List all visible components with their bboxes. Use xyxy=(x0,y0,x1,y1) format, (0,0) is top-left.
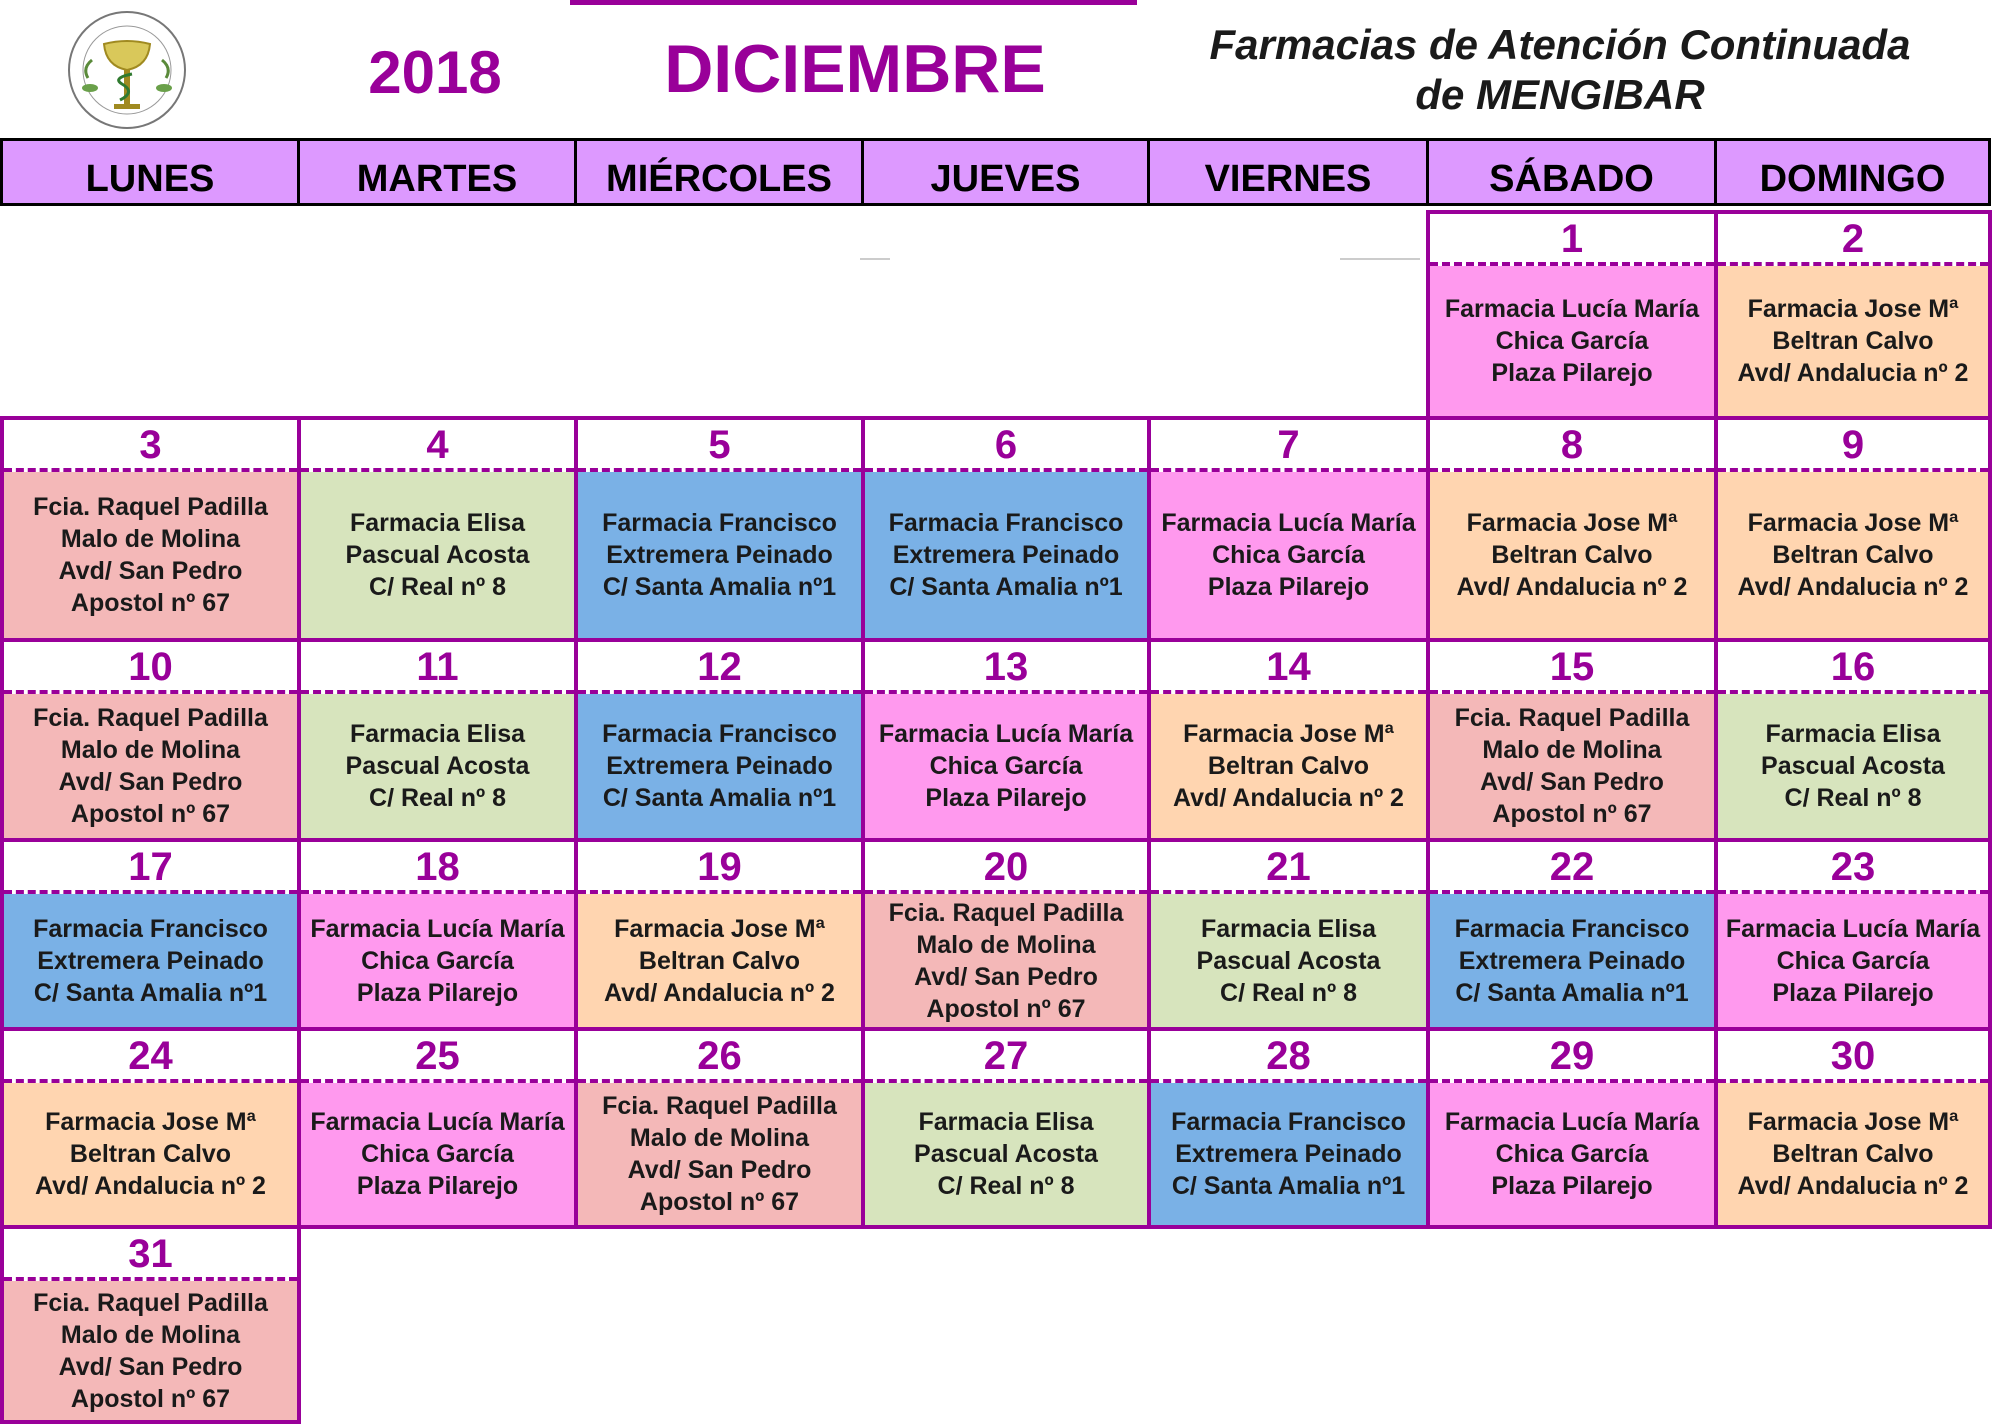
day-number: 29 xyxy=(1430,1031,1714,1083)
day-number: 17 xyxy=(4,842,297,894)
pharmacy-info xyxy=(578,694,861,838)
weekday-header: MARTES xyxy=(297,138,577,206)
pharmacy-line: Farmacia Lucía María xyxy=(1725,914,1981,943)
calendar-day-cell xyxy=(1426,638,1718,842)
pharmacy-info xyxy=(1430,1083,1714,1225)
pharmacy-line: Farmacia Jose Mª xyxy=(1183,720,1394,748)
pharmacy-line: Malo de Molina xyxy=(629,1124,810,1152)
pharmacy-line: Extremera Peinado xyxy=(892,541,1120,569)
pharmacy-line: Malo de Molina xyxy=(60,736,241,764)
pharmacy-info xyxy=(1430,694,1714,838)
calendar-day-cell xyxy=(1426,838,1718,1031)
day-number: 1 xyxy=(1430,214,1714,266)
pharmacy-line: Fcia. Raquel Padilla xyxy=(33,704,268,732)
day-number: 21 xyxy=(1151,842,1426,894)
pharmacy-line: Beltran Calvo xyxy=(1207,752,1370,780)
pharmacy-line: Fcia. Raquel Padilla xyxy=(1454,704,1690,732)
pharmacy-info xyxy=(1718,694,1988,838)
pharmacy-line: Farmacia Lucía María xyxy=(310,914,565,943)
calendar-day-cell xyxy=(1426,416,1718,642)
pharmacy-line: Extremera Peinado xyxy=(606,541,833,569)
pharmacy-line: Chica García xyxy=(1776,946,1930,975)
calendar-day-cell xyxy=(1147,838,1430,1031)
calendar-day-cell xyxy=(1714,1027,1992,1229)
year-label: 2018 xyxy=(368,39,502,106)
day-number: 9 xyxy=(1718,420,1988,472)
pharmacy-line: Beltran Calvo xyxy=(69,1140,232,1168)
calendar-day-cell xyxy=(1147,1027,1430,1229)
pharmacy-line: Beltran Calvo xyxy=(1772,327,1934,355)
pharmacy-line: Chica García xyxy=(1212,541,1365,569)
day-number: 23 xyxy=(1718,842,1988,894)
pharmacy-line: Farmacia Lucía María xyxy=(310,1108,565,1136)
day-number: 4 xyxy=(301,420,574,472)
calendar-day-cell xyxy=(574,416,865,642)
pharmacy-line: C/ Santa Amalia nº1 xyxy=(602,573,837,601)
calendar-day-cell xyxy=(574,838,865,1031)
calendar-day-cell xyxy=(0,1027,301,1229)
pharmacy-info xyxy=(865,894,1147,1027)
day-number: 2 xyxy=(1718,214,1988,266)
pharmacy-line: Chica García xyxy=(929,752,1083,780)
pharmacy-line: Plaza Pilarejo xyxy=(1207,573,1370,601)
pharmacy-line: C/ Santa Amalia nº1 xyxy=(889,573,1123,601)
calendar-day-cell xyxy=(1714,638,1992,842)
day-number: 19 xyxy=(578,842,861,894)
day-number: 3 xyxy=(4,420,297,472)
calendar-day-cell xyxy=(1714,210,1992,420)
calendar-day-cell xyxy=(861,638,1151,842)
pharmacy-info xyxy=(4,472,297,638)
pharmacy-line: C/ Real nº 8 xyxy=(1220,978,1357,1007)
calendar-day-cell xyxy=(1426,1027,1718,1229)
pharmacy-line: Chica García xyxy=(1495,1140,1649,1168)
calendar-day-cell xyxy=(0,838,301,1031)
pharmacy-line: Plaza Pilarejo xyxy=(356,1172,519,1200)
pharmacy-line: Fcia. Raquel Padilla xyxy=(888,898,1124,927)
college-logo xyxy=(52,8,202,132)
pharmacy-line: Farmacia Elisa xyxy=(1765,720,1941,748)
title-line-1: Farmacias de Atención Continuada xyxy=(1209,21,1911,68)
blank-rule xyxy=(1340,258,1420,260)
pharmacy-line: Avd/ San Pedro xyxy=(58,557,243,585)
pharmacy-line: Avd/ San Pedro xyxy=(1480,768,1664,796)
pharmacy-info xyxy=(1151,472,1426,638)
pharmacy-info xyxy=(578,1083,861,1225)
pharmacy-line: Farmacia Jose Mª xyxy=(1466,509,1678,537)
pharmacy-line: Plaza Pilarejo xyxy=(1491,1172,1653,1200)
weekday-header: SÁBADO xyxy=(1426,138,1717,206)
pharmacy-line: Farmacia Lucía María xyxy=(1161,509,1416,537)
pharmacy-line: Farmacia Elisa xyxy=(349,720,526,748)
pharmacy-line: Pascual Acosta xyxy=(1196,946,1381,975)
pharmacy-line: Avd/ San Pedro xyxy=(914,962,1098,991)
pharmacy-info xyxy=(1430,472,1714,638)
pharmacy-line: Farmacia Francisco xyxy=(888,509,1124,537)
pharmacy-line: Farmacia Jose Mª xyxy=(614,914,825,943)
pharmacy-line: Chica García xyxy=(361,946,514,975)
pharmacy-line: Farmacia Francisco xyxy=(33,914,268,943)
calendar-day-cell xyxy=(297,1027,578,1229)
calendar-grid xyxy=(0,138,1988,1413)
pharmacy-line: C/ Santa Amalia nº1 xyxy=(1455,978,1689,1007)
title-line-2: de MENGIBAR xyxy=(1415,71,1705,118)
pharmacy-info xyxy=(1718,266,1988,416)
pharmacy-line: Extremera Peinado xyxy=(1458,946,1686,975)
pharmacy-line: Plaza Pilarejo xyxy=(1772,978,1934,1007)
pharmacy-line: Beltran Calvo xyxy=(1772,1140,1934,1168)
calendar-day-cell xyxy=(297,838,578,1031)
day-number: 7 xyxy=(1151,420,1426,472)
pharmacy-line: Beltran Calvo xyxy=(638,946,801,975)
pharmacy-line: Chica García xyxy=(361,1140,514,1168)
pharmacy-info xyxy=(865,472,1147,638)
pharmacy-line: Farmacia Jose Mª xyxy=(1747,509,1959,537)
pharmacy-info xyxy=(1718,1083,1988,1225)
pharmacy-line: C/ Real nº 8 xyxy=(937,1172,1075,1200)
pharmacy-info xyxy=(4,694,297,838)
blank-rule xyxy=(860,258,890,260)
pharmacy-line: Pascual Acosta xyxy=(345,541,530,569)
pharmacy-line: Plaza Pilarejo xyxy=(356,978,519,1007)
day-number: 8 xyxy=(1430,420,1714,472)
day-number: 28 xyxy=(1151,1031,1426,1083)
calendar-day-cell xyxy=(1147,416,1430,642)
pharmacy-info xyxy=(1430,894,1714,1027)
pharmacy-line: C/ Santa Amalia nº1 xyxy=(33,978,268,1007)
pharmacy-line: Farmacia Elisa xyxy=(918,1108,1094,1136)
pharmacy-line: Farmacia Jose Mª xyxy=(45,1108,256,1136)
pharmacy-info xyxy=(301,472,574,638)
day-number: 12 xyxy=(578,642,861,694)
pharmacy-line: Apostol nº 67 xyxy=(70,589,231,617)
pharmacy-line: Avd/ Andalucia nº 2 xyxy=(1737,359,1969,387)
pharmacy-line: Extremera Peinado xyxy=(1175,1140,1402,1168)
day-number: 26 xyxy=(578,1031,861,1083)
pharmacy-line: C/ Santa Amalia nº1 xyxy=(602,784,837,812)
pharmacy-info xyxy=(301,694,574,838)
pharmacy-line: Farmacia Lucía María xyxy=(1444,295,1700,323)
pharmacy-line: Farmacia Francisco xyxy=(602,720,837,748)
pharmacy-info xyxy=(1718,472,1988,638)
weekday-header: VIERNES xyxy=(1147,138,1429,206)
pharmacy-line: Farmacia Jose Mª xyxy=(1747,295,1959,323)
pharmacy-line: Farmacia Lucía María xyxy=(878,720,1134,748)
day-number: 20 xyxy=(865,842,1147,894)
pharmacy-line: Plaza Pilarejo xyxy=(925,784,1087,812)
pharmacy-line: Beltran Calvo xyxy=(1491,541,1653,569)
pharmacy-info xyxy=(1151,694,1426,838)
pharmacy-line: Farmacia Francisco xyxy=(1454,914,1690,943)
pharmacy-line: Pascual Acosta xyxy=(345,752,530,780)
pharmacy-info xyxy=(4,1083,297,1225)
pharmacy-info xyxy=(1718,894,1988,1027)
pharmacy-line: Farmacia Jose Mª xyxy=(1747,1108,1959,1136)
day-number: 24 xyxy=(4,1031,297,1083)
pharmacy-line: Avd/ Andalucia nº 2 xyxy=(1737,1172,1969,1200)
pharmacy-info xyxy=(4,1281,297,1420)
pharmacy-line: Avd/ Andalucia nº 2 xyxy=(1737,573,1969,601)
calendar-day-cell xyxy=(861,1027,1151,1229)
calendar-day-cell xyxy=(297,416,578,642)
pharmacy-line: Farmacia Elisa xyxy=(1200,914,1377,943)
day-number: 15 xyxy=(1430,642,1714,694)
day-number: 27 xyxy=(865,1031,1147,1083)
calendar-day-cell xyxy=(1426,210,1718,420)
day-number: 13 xyxy=(865,642,1147,694)
day-number: 6 xyxy=(865,420,1147,472)
weekday-header: JUEVES xyxy=(861,138,1150,206)
pharmacy-line: Avd/ Andalucia nº 2 xyxy=(35,1172,266,1200)
calendar-day-cell xyxy=(0,1225,301,1424)
pharmacy-info xyxy=(4,894,297,1027)
pharmacy-line: Malo de Molina xyxy=(60,525,241,553)
pharmacy-info xyxy=(1151,1083,1426,1225)
day-number: 31 xyxy=(4,1229,297,1281)
pharmacy-info xyxy=(865,694,1147,838)
calendar-day-cell xyxy=(0,638,301,842)
pharmacy-line: Fcia. Raquel Padilla xyxy=(33,1288,268,1317)
pharmacy-line: Extremera Peinado xyxy=(37,946,264,975)
pharmacy-line: Avd/ Andalucia nº 2 xyxy=(604,978,835,1007)
pharmacy-info xyxy=(578,472,861,638)
pharmacy-line: Avd/ San Pedro xyxy=(58,768,243,796)
pharmacy-info xyxy=(301,1083,574,1225)
day-number: 16 xyxy=(1718,642,1988,694)
weekday-header: DOMINGO xyxy=(1714,138,1991,206)
calendar-day-cell xyxy=(0,416,301,642)
weekday-header: MIÉRCOLES xyxy=(574,138,864,206)
day-number: 25 xyxy=(301,1031,574,1083)
pharmacy-line: Fcia. Raquel Padilla xyxy=(602,1092,837,1120)
pharmacy-line: C/ Santa Amalia nº1 xyxy=(1171,1172,1406,1200)
day-number: 11 xyxy=(301,642,574,694)
day-number: 18 xyxy=(301,842,574,894)
calendar-day-cell xyxy=(861,838,1151,1031)
pharmacy-info xyxy=(578,894,861,1027)
pharmacy-line: Farmacia Francisco xyxy=(602,509,837,537)
pharmacy-line: Farmacia Francisco xyxy=(1171,1108,1406,1136)
pharmacy-line: Avd/ San Pedro xyxy=(58,1352,243,1381)
weekday-header: LUNES xyxy=(0,138,300,206)
pharmacy-line: Apostol nº 67 xyxy=(70,1384,231,1413)
pharmacy-info xyxy=(301,894,574,1027)
pharmacy-line: C/ Real nº 8 xyxy=(369,784,506,812)
calendar-day-cell xyxy=(1147,638,1430,842)
pharmacy-line: Apostol nº 67 xyxy=(1492,800,1652,828)
month-label: DICIEMBRE xyxy=(664,31,1046,107)
top-rule xyxy=(570,0,1137,5)
pharmacy-line: Apostol nº 67 xyxy=(639,1188,800,1216)
pharmacy-line: Chica García xyxy=(1495,327,1649,355)
pharmacy-info xyxy=(865,1083,1147,1225)
pharmacy-line: Fcia. Raquel Padilla xyxy=(33,493,268,521)
pharmacy-line: Plaza Pilarejo xyxy=(1491,359,1653,387)
pharmacy-line: Avd/ San Pedro xyxy=(627,1156,812,1184)
calendar-day-cell xyxy=(1714,416,1992,642)
pharmacy-line: Pascual Acosta xyxy=(1761,752,1945,780)
pharmacy-line: Avd/ Andalucia nº 2 xyxy=(1456,573,1688,601)
pharmacy-line: Farmacia Elisa xyxy=(349,509,526,537)
pharmacy-line: C/ Real nº 8 xyxy=(1784,784,1922,812)
calendar-day-cell xyxy=(1714,838,1992,1031)
pharmacy-line: Apostol nº 67 xyxy=(70,800,231,828)
page-header xyxy=(0,0,2000,140)
pharmacy-line: Extremera Peinado xyxy=(606,752,833,780)
pharmacy-line: Malo de Molina xyxy=(1482,736,1662,764)
day-number: 22 xyxy=(1430,842,1714,894)
calendar-day-cell xyxy=(574,1027,865,1229)
page-title xyxy=(1150,20,1970,120)
pharmacy-line: C/ Real nº 8 xyxy=(369,573,506,601)
pharmacy-line: Avd/ Andalucia nº 2 xyxy=(1173,784,1404,812)
day-number: 10 xyxy=(4,642,297,694)
pharmacy-line: Beltran Calvo xyxy=(1772,541,1934,569)
calendar-day-cell xyxy=(861,416,1151,642)
pharmacy-info xyxy=(1151,894,1426,1027)
day-number: 30 xyxy=(1718,1031,1988,1083)
pharmacy-line: Farmacia Lucía María xyxy=(1444,1108,1700,1136)
calendar-day-cell xyxy=(297,638,578,842)
pharmacy-line: Apostol nº 67 xyxy=(926,994,1086,1023)
pharmacy-line: Malo de Molina xyxy=(60,1320,241,1349)
pharmacy-line: Malo de Molina xyxy=(916,930,1096,959)
pharmacy-info xyxy=(1430,266,1714,416)
calendar-day-cell xyxy=(574,638,865,842)
day-number: 5 xyxy=(578,420,861,472)
day-number: 14 xyxy=(1151,642,1426,694)
pharmacy-line: Pascual Acosta xyxy=(914,1140,1098,1168)
